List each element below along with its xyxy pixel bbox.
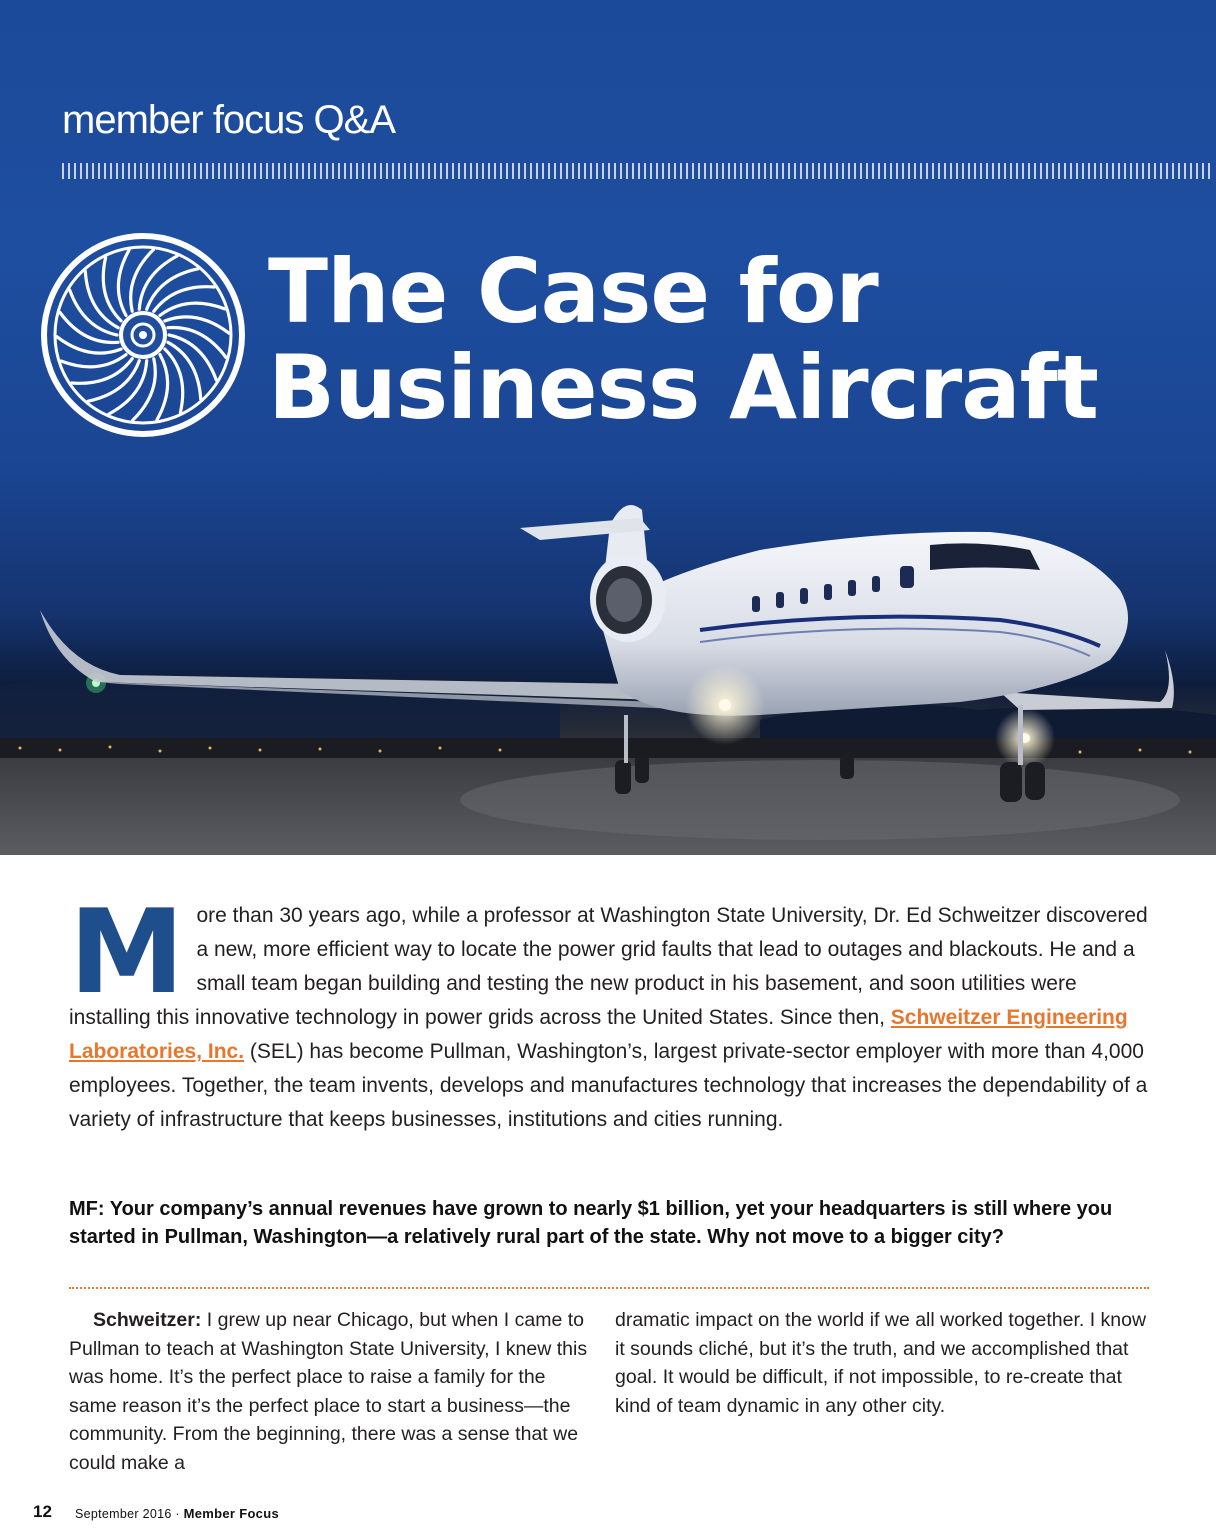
title-line-1: The Case for [268, 240, 878, 343]
fan-blade [154, 287, 215, 312]
fan-blade [61, 355, 126, 367]
page-number: 12 [33, 1502, 52, 1521]
fan-blade [168, 328, 226, 358]
answer-speaker: Schweitzer: [93, 1309, 202, 1331]
dotted-divider [69, 1287, 1149, 1289]
issue-date: September 2016 · [75, 1507, 184, 1521]
tick-rule-divider [62, 163, 1210, 179]
fan-blade [118, 250, 129, 315]
drop-cap: M [69, 885, 185, 1020]
article-title [268, 240, 1208, 439]
turbofan-icon [40, 232, 246, 438]
interview-question: MF: Your company’s annual revenues have grown to nearly $1 billion, yet your headquarters is still where you started in Pullman, Washington—a relatively rural part of the state. Why not move to a bigger city? [69, 1198, 1113, 1248]
fan-blade [160, 303, 225, 315]
company-link[interactable]: Schweitzer Engineering Laboratories, Inc. [69, 1006, 1128, 1063]
answer-text-left: I grew up near Chicago, but when I came to Pullman to teach at Washington State University, I knew this was home. It’s the perfect place to raise a family for the same reason it’s the perfect place to start a business—the community. From the beginning, there was a sense that we could make a [69, 1309, 588, 1474]
folio-line [75, 1506, 279, 1521]
fan-blade [157, 355, 168, 420]
title-line-2: Business Aircraft [268, 336, 1098, 439]
section-label: member focus Q&A [62, 98, 396, 142]
fan-blade [60, 313, 118, 343]
fan-blade [109, 361, 147, 414]
publication-name: Member Focus [183, 1506, 279, 1521]
fan-blade [57, 337, 121, 353]
intro-text-part-1: ore than 30 years ago, while a professor at Washington State University, Dr. Ed Schweitzer discovered a new, more efficient way to locate the power grid faults that lead to outages and blackouts. He and a small team began building and testing the new product in his basement, and soon utilities were installing this innovative technology in power grids across the United States. Since then, [69, 904, 1148, 1029]
answer-column-left [69, 1306, 589, 1477]
intro-text-part-2: (SEL) has become Pullman, Washington’s, largest private-sector employer with more than 4,000 employees. Together, the team invents, develops and manufactures technology that increases the dependability of a variety of infrastructure that keeps businesses, institutions and cities running. [69, 1040, 1148, 1131]
answer-column-right: dramatic impact on the world if we all worked together. I know it sounds cliché, but it’s the truth, and we accomplished that goal. It would be difficult, if not impossible, to re-create that kind of team dynamic in any other city. [615, 1309, 1147, 1417]
fan-blade [165, 317, 229, 333]
fan-blade [139, 256, 177, 309]
fan-blade [72, 359, 133, 384]
intro-paragraph [69, 885, 1159, 1137]
business-jet-photo [0, 470, 1216, 855]
